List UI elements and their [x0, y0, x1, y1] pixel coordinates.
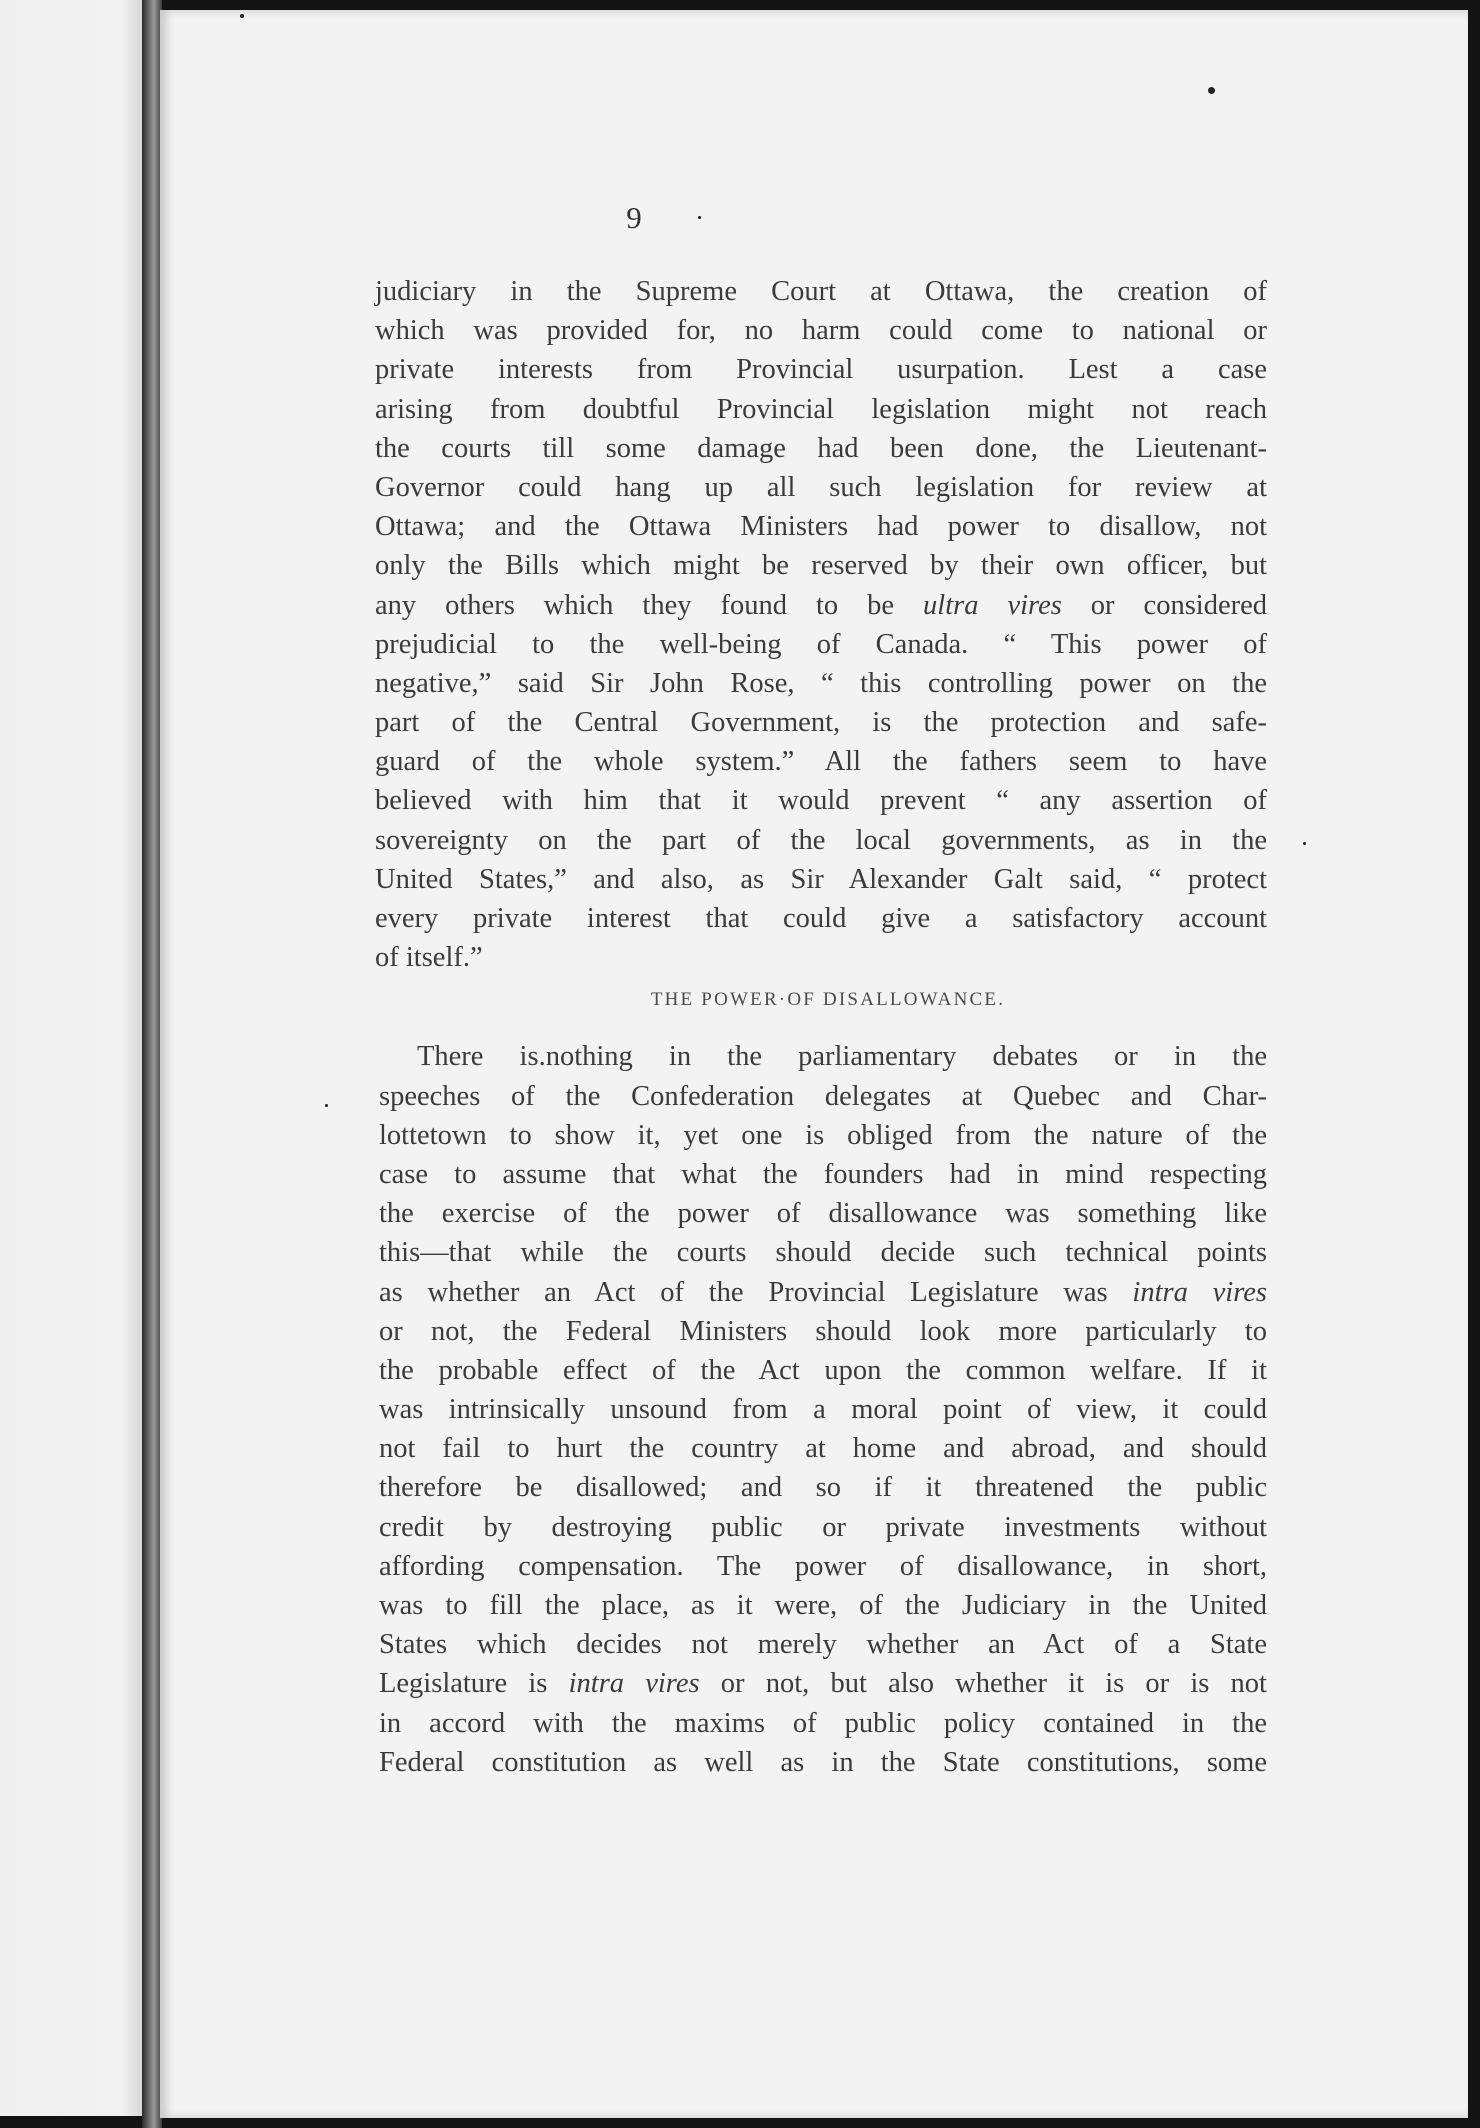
text-line [375, 429, 1267, 468]
text-segment: the probable effect of the Act upon the common welfare. If it [379, 1354, 1267, 1386]
text-segment: private interests from Provincial usurpation. Lest a case [375, 354, 1267, 386]
text-segment: was intrinsically unsound from a moral point of view, it could [379, 1394, 1267, 1426]
ink-speck [325, 1104, 328, 1107]
text-line [379, 1429, 1267, 1468]
text-line [379, 1586, 1267, 1625]
text-line [375, 390, 1267, 429]
paragraph [375, 272, 1267, 977]
text-line [379, 1077, 1267, 1116]
italic-phrase: ultra vires [923, 589, 1062, 621]
text-segment: believed with him that it would prevent “ any assertion of [375, 785, 1267, 817]
text-line [379, 1508, 1267, 1547]
text-segment: the exercise of the power of disallowance was something like [379, 1198, 1267, 1230]
text-line [379, 1351, 1267, 1390]
text-segment: or not, the Federal Ministers should look more particularly to [379, 1315, 1267, 1347]
text-segment: credit by destroying public or private investments without [379, 1511, 1267, 1543]
text-segment: only the Bills which might be reserved by their own officer, but [375, 550, 1267, 582]
text-segment: States which decides not merely whether an Act of a State [379, 1629, 1267, 1661]
text-line [379, 1233, 1267, 1272]
text-segment: not fail to hurt the country at home and abroad, and should [379, 1433, 1267, 1465]
text-line [375, 781, 1267, 820]
text-segment: guard of the whole system.” All the fathers seem to have [375, 746, 1267, 778]
text-line [375, 821, 1267, 860]
ink-speck [1208, 87, 1215, 94]
text-segment: negative,” said Sir John Rose, “ this controlling power on the [375, 667, 1267, 699]
text-segment: or not, but also whether it is or is not [699, 1668, 1267, 1700]
text-segment: part of the Central Government, is the protection and safe- [375, 707, 1267, 739]
text-segment: of itself.” [375, 942, 483, 974]
text-line [379, 1468, 1267, 1507]
body-text [375, 272, 1267, 1782]
text-segment: United States,” and also, as Sir Alexander Galt said, “ protect [375, 863, 1267, 895]
text-segment: in accord with the maxims of public policy contained in the [379, 1707, 1267, 1739]
text-segment: or considered [1061, 589, 1267, 621]
facing-page-edge [0, 0, 142, 2116]
text-segment: speeches of the Confederation delegates at Quebec and Char- [379, 1080, 1267, 1112]
text-segment: any others which they found to be [375, 589, 924, 621]
text-segment: every private interest that could give a satisfactory account [375, 903, 1267, 934]
paragraph [379, 1037, 1267, 1782]
text-line [375, 272, 1267, 311]
text-segment: Federal constitution as well as in the State constitutions, some [379, 1746, 1267, 1778]
text-line [375, 742, 1267, 781]
text-line [379, 1743, 1267, 1782]
text-segment: sovereignty on the part of the local governments, as in the [375, 824, 1267, 856]
text-line [375, 860, 1267, 899]
text-segment: the courts till some damage had been done, the Lieutenant- [375, 432, 1267, 464]
section-heading: THE POWER·OF DISALLOWANCE. [650, 989, 1006, 1011]
text-segment: prejudicial to the well-being of Canada. “ This power of [375, 628, 1267, 660]
text-line [379, 1312, 1267, 1351]
text-line [379, 1625, 1267, 1664]
text-line [379, 1704, 1267, 1743]
italic-phrase: intra vires [568, 1668, 700, 1700]
ink-speck [240, 14, 244, 18]
text-line [375, 664, 1267, 703]
text-line [375, 586, 1267, 625]
text-line [379, 1547, 1267, 1586]
text-line [375, 311, 1267, 350]
text-segment: case to assume that what the founders had in mind respecting [379, 1158, 1267, 1190]
text-line [379, 1116, 1267, 1155]
text-segment: judiciary in the Supreme Court at Ottawa, the creation of [375, 276, 1267, 307]
text-segment: was to fill the place, as it were, of the Judiciary in the United [379, 1590, 1267, 1621]
text-line [379, 1037, 1267, 1076]
text-segment: therefore be disallowed; and so if it threatened the public [379, 1472, 1267, 1504]
text-line [375, 507, 1267, 546]
text-line [379, 1390, 1267, 1429]
text-segment: this—that while the courts should decide such technical points [379, 1237, 1267, 1269]
text-segment: Legislature is [379, 1668, 569, 1700]
text-segment: There is.nothing in the parliamentary debates or in the [417, 1041, 1267, 1073]
text-segment: affording compensation. The power of disallowance, in short, [379, 1550, 1267, 1582]
text-segment: Governor could hang up all such legislation for review at [375, 471, 1267, 503]
book-gutter [142, 0, 162, 2128]
text-line [379, 1664, 1267, 1703]
text-line [379, 1273, 1267, 1312]
text-segment: which was provided for, no harm could come to national or [375, 315, 1267, 347]
ink-speck [1303, 842, 1306, 845]
text-line [375, 546, 1267, 585]
italic-phrase: intra vires [1132, 1276, 1267, 1308]
text-line [375, 703, 1267, 742]
text-segment: Ottawa; and the Ottawa Ministers had power to disallow, not [375, 511, 1267, 543]
book-page [160, 10, 1468, 2118]
page-number: 9 [626, 200, 642, 235]
text-line [375, 350, 1267, 389]
text-segment: arising from doubtful Provincial legislation might not reach [375, 393, 1267, 425]
text-line [375, 899, 1267, 938]
text-line [375, 625, 1267, 664]
text-line [375, 938, 1267, 977]
text-segment: as whether an Act of the Provincial Legislature was [379, 1276, 1133, 1308]
text-line [379, 1155, 1267, 1194]
text-line [375, 468, 1267, 507]
text-line [379, 1194, 1267, 1233]
text-segment: lottetown to show it, yet one is obliged from the nature of the [379, 1119, 1267, 1151]
